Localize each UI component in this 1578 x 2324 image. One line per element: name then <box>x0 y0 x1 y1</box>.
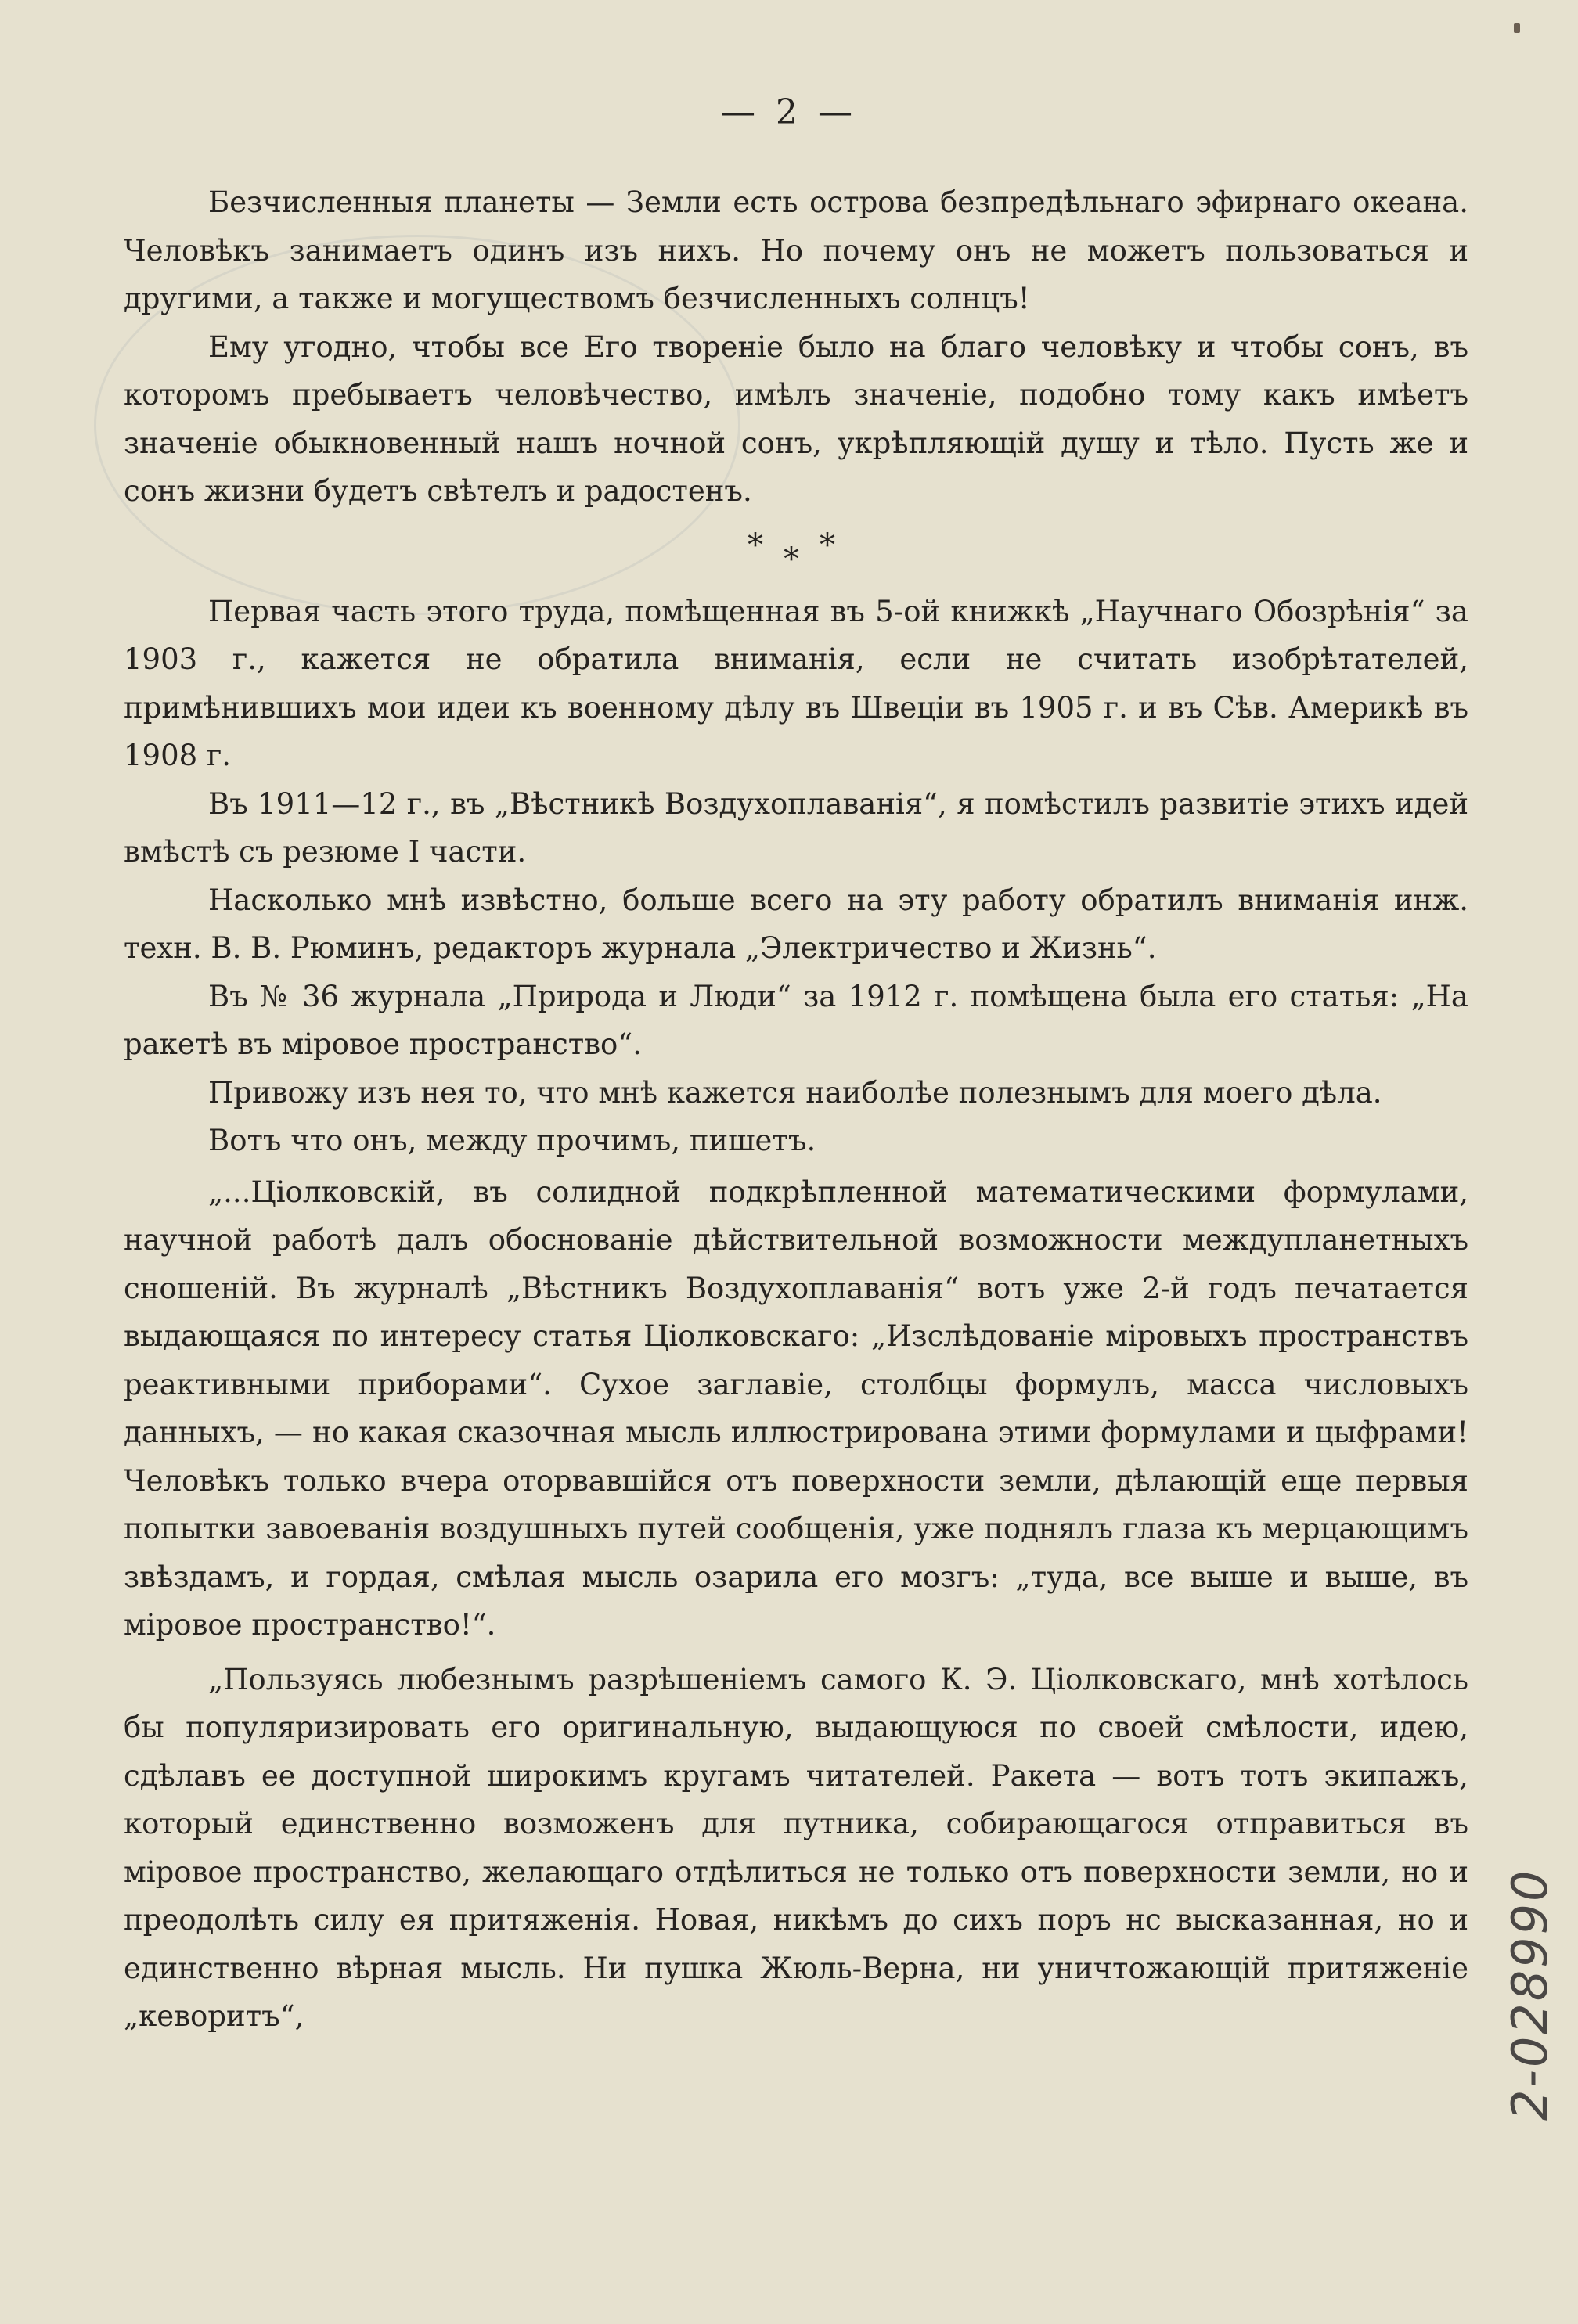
quoted-paragraph: „Пользуясь любезнымъ разрѣшеніемъ самого К. Э. Ціолковскаго, мнѣ хотѣлось бы популяризировать его оригинальную, выдающуюся по своей смѣлости, идею, сдѣлавъ ее доступной широкимъ кругамъ читателей. Ракета — вотъ тотъ экипажъ, который единственно возможенъ для путника, собирающагося отправиться въ міровое пространство, желающаго отдѣлиться не только отъ поверхности земли, но и преодолѣть силу ея притяженія. Новая, никѣмъ до сихъ поръ нс высказанная, но и единственно вѣрная мысль. Ни пушка Жюль-Верна, ни уничтожающій притяженіе „кеворитъ“, <box>124 1662 1468 2033</box>
asterisk: * <box>748 527 763 563</box>
ink-speck <box>1514 23 1520 33</box>
paragraph: Привожу изъ нея то, что мнѣ кажется наиболѣе полезнымъ для моего дѣла. <box>208 1075 1382 1110</box>
paragraph: Безчисленныя планеты — Земли есть острова безпредѣльнаго эфирнаго океана. Человѣкъ занимаетъ одинъ изъ нихъ. Но почему онъ не можетъ пользоваться и другими, а также и могуществомъ безчисленныхъ солнцъ! <box>124 185 1468 315</box>
paragraph: Въ 1911—12 г., въ „Вѣстникѣ Воздухоплаванія“, я помѣстилъ развитіе этихъ идей вмѣстѣ съ резюме I части. <box>124 786 1468 869</box>
body-text <box>124 178 1468 2041</box>
paragraph: Ему угодно, чтобы все Его твореніе было на благо человѣку и чтобы сонъ, въ которомъ пребываетъ человѣчество, имѣлъ значеніе, подобно тому какъ имѣетъ значеніе обыкновенный нашъ ночной сонъ, укрѣпляющій душу и тѣло. Пусть же и сонъ жизни будетъ свѣтелъ и радостенъ. <box>124 329 1468 508</box>
paragraph: Насколько мнѣ извѣстно, больше всего на эту работу обратилъ вниманія инж. техн. В. В. Рюминъ, редакторъ журнала „Электричество и Жизнь“. <box>124 883 1468 965</box>
section-asterism <box>124 516 1468 588</box>
asterisk: * <box>820 527 835 563</box>
paragraph: Въ № 36 журнала „Природа и Люди“ за 1912 г. помѣщена была его статья: „На ракетѣ въ міровое пространство“. <box>124 979 1468 1061</box>
paragraph: Вотъ что онъ, между прочимъ, пишетъ. <box>208 1124 816 1157</box>
quoted-paragraph: „...Ціолковскій, въ солидной подкрѣпленной математическими формулами, научной работѣ далъ обоснованіе дѣйствительной возможности междупланетныхъ сношеній. Въ журналѣ „Вѣстникъ Воздухоплаванія“ вотъ уже 2-й годъ печатается выдающаяся по интересу статья Ціолковскаго: „Изслѣдованіе міровыхъ пространствъ реактивными приборами“. Сухое заглавіе, столбцы формулъ, масса числовыхъ данныхъ, — но какая сказочная мысль иллюстрирована этими формулами и цыфрами! Человѣкъ только вчера оторвавшійся отъ поверхности земли, дѣлающій еще первыя попытки завоеванія воздушныхъ путей сообщенія, уже поднялъ глаза къ мерцающимъ звѣздамъ, и гордая, смѣлая мысль озарила его мозгъ: „туда, все выше и выше, въ міровое пространство!“. <box>124 1175 1468 1642</box>
paragraph: Первая часть этого труда, помѣщенная въ 5-ой книжкѣ „Научнаго Обозрѣнія“ за 1903 г., кажется не обратила вниманія, если не считать изобрѣтателей, примѣнившихъ мои идеи къ военному дѣлу въ Швеціи въ 1905 г. и въ Сѣв. Америкѣ въ 1908 г. <box>124 594 1468 772</box>
page-number: — 2 — <box>721 92 857 132</box>
handwritten-inventory-number: 2-028990 <box>1501 1868 1558 2121</box>
asterisk: * <box>784 541 799 577</box>
